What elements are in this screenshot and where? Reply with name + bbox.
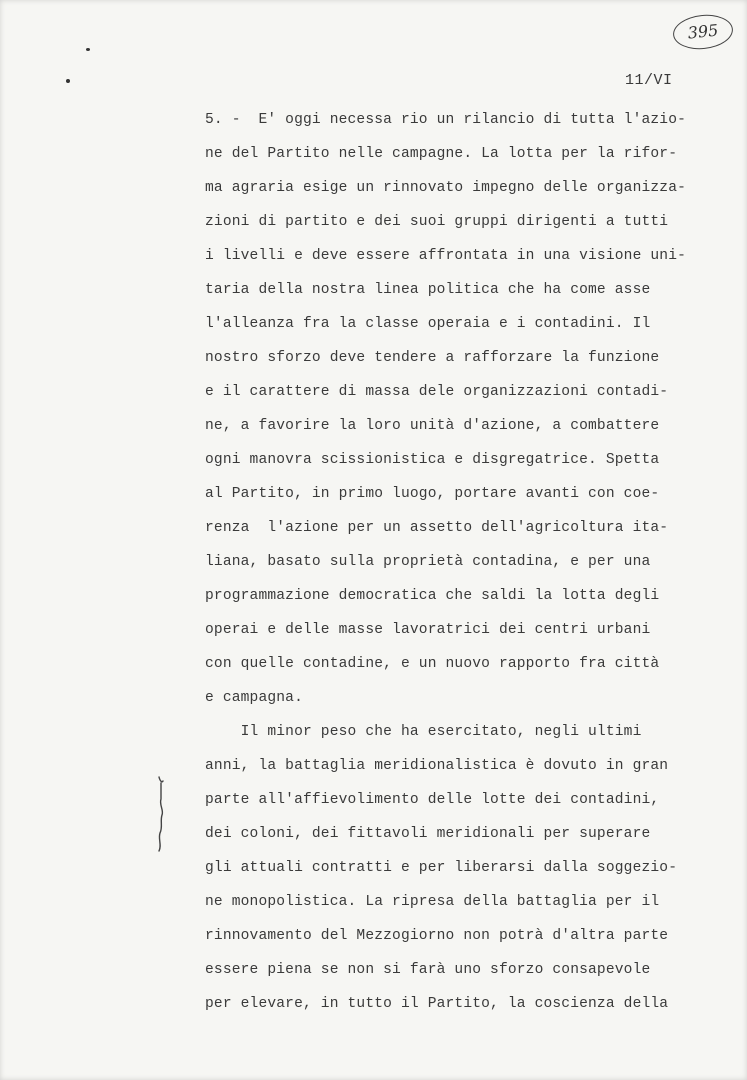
text-line: parte all'affievolimento delle lotte dei contadini, — [205, 792, 660, 808]
text-line: l'alleanza fra la classe operaia e i contadini. Il — [205, 316, 651, 332]
text-line: ne monopolistica. La ripresa della battaglia per il — [205, 894, 660, 910]
text-line: taria della nostra linea politica che ha come asse — [205, 282, 651, 298]
archive-number-stamp: 395 — [671, 12, 734, 52]
text-line: Il minor peso che ha esercitato, negli ultimi — [205, 724, 642, 740]
text-line: per elevare, in tutto il Partito, la coscienza della — [205, 996, 669, 1012]
text-line: al Partito, in primo luogo, portare avanti con coe- — [205, 486, 660, 502]
text-line: e campagna. — [205, 690, 303, 706]
text-line: anni, la battaglia meridionalistica è dovuto in gran — [205, 758, 669, 774]
text-line: e il carattere di massa dele organizzazioni contadi- — [205, 384, 669, 400]
text-line: nostro sforzo deve tendere a rafforzare la funzione — [205, 350, 660, 366]
text-line: renza l'azione per un assetto dell'agricoltura ita- — [205, 520, 669, 536]
text-line: programmazione democratica che saldi la lotta degli — [205, 588, 660, 604]
text-line: zioni di partito e dei suoi gruppi dirigenti a tutti — [205, 214, 669, 230]
text-line: con quelle contadine, e un nuovo rapporto fra città — [205, 656, 660, 672]
ink-speck — [66, 79, 70, 83]
ink-speck — [86, 48, 90, 51]
text-line: i livelli e deve essere affrontata in una visione uni- — [205, 248, 687, 264]
margin-bracket-mark — [150, 775, 170, 855]
text-line: dei coloni, dei fittavoli meridionali per superare — [205, 826, 651, 842]
page-reference: 11/VI — [625, 72, 673, 89]
text-line: gli attuali contratti e per liberarsi dalla soggezio- — [205, 860, 678, 876]
text-line: ma agraria esige un rinnovato impegno delle organizza- — [205, 180, 687, 196]
text-line: 5. - E' oggi necessa rio un rilancio di tutta l'azio- — [205, 112, 687, 128]
text-line: operai e delle masse lavoratrici dei centri urbani — [205, 622, 651, 638]
text-line: liana, basato sulla proprietà contadina, e per una — [205, 554, 651, 570]
text-line: rinnovamento del Mezzogiorno non potrà d'altra parte — [205, 928, 669, 944]
text-line: ne del Partito nelle campagne. La lotta per la rifor- — [205, 146, 678, 162]
text-line: essere piena se non si farà uno sforzo consapevole — [205, 962, 651, 978]
text-line: ogni manovra scissionistica e disgregatrice. Spetta — [205, 452, 660, 468]
text-line: ne, a favorire la loro unità d'azione, a combattere — [205, 418, 660, 434]
